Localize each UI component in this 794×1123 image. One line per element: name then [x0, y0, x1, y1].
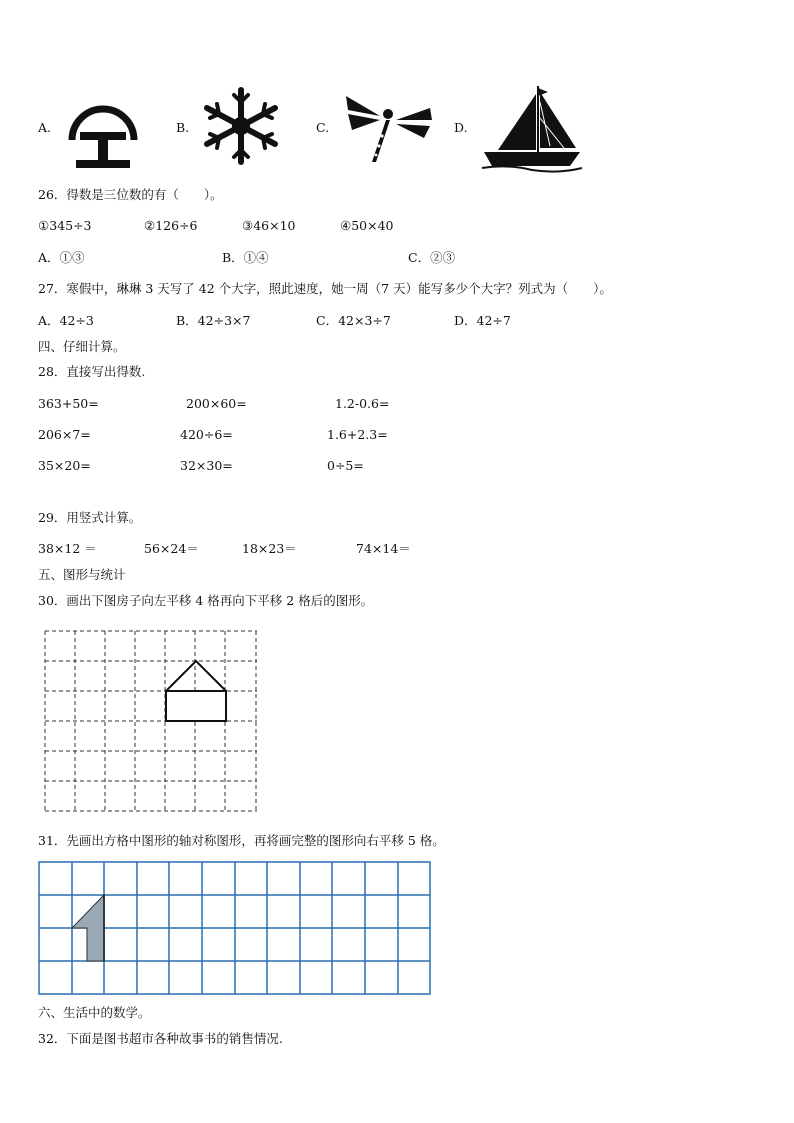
q28-r3c2: 32×30=: [180, 458, 233, 473]
q27-choice-c: C．42×3÷7: [316, 313, 391, 328]
q27-choice-a: A．42÷3: [38, 313, 94, 328]
q31-square-grid: [38, 861, 432, 997]
q28-r3c3: 0÷5=: [327, 458, 364, 473]
q26-stem: 26．得数是三位数的有（ ）。: [38, 187, 223, 202]
q27-choice-b: B．42÷3×7: [176, 313, 251, 328]
q26-choice-b: B．①④: [222, 250, 269, 265]
option-d-label: D.: [454, 120, 468, 135]
q26-item-4: ④50×40: [340, 218, 394, 233]
option-a-label: A.: [38, 120, 52, 135]
q26-item-3: ③46×10: [242, 218, 296, 233]
q28-r3c1: 35×20=: [38, 458, 91, 473]
snowflake-icon: [198, 86, 284, 166]
q30-dashed-grid: [44, 630, 260, 814]
q31-stem: 31．先画出方格中图形的轴对称图形，再将画完整的图形向右平移 5 格。: [38, 833, 445, 848]
q26-item-1: ①345÷3: [38, 218, 92, 233]
q26-choice-c: C．②③: [408, 250, 456, 265]
sailboat-icon: [478, 82, 586, 174]
q29-item-2: 56×24＝: [144, 541, 199, 556]
section-5-heading: 五、图形与统计: [38, 567, 126, 582]
q29-item-3: 18×23＝: [242, 541, 297, 556]
q29-item-4: 74×14＝: [356, 541, 411, 556]
q26-choice-a: A．①③: [38, 250, 85, 265]
q32-stem: 32．下面是图书超市各种故事书的销售情况.: [38, 1031, 283, 1046]
q28-r2c1: 206×7=: [38, 427, 91, 442]
section-6-heading: 六、生活中的数学。: [38, 1005, 151, 1020]
q28-r1c3: 1.2-0.6=: [335, 396, 390, 411]
option-c-label: C.: [316, 120, 330, 135]
q28-r2c2: 420÷6=: [180, 427, 233, 442]
q27-stem: 27．寒假中，琳琳 3 天写了 42 个大字，照此速度，她一周（7 天）能写多少个大字？列式为（ ）。: [38, 281, 612, 296]
half-shape: [72, 895, 104, 961]
subway-logo-icon: [64, 88, 142, 172]
q28-r2c3: 1.6+2.3=: [327, 427, 388, 442]
dragonfly-icon: [340, 90, 436, 166]
q28-r1c2: 200×60=: [186, 396, 247, 411]
q26-item-2: ②126÷6: [144, 218, 198, 233]
q27-choice-d: D．42÷7: [454, 313, 511, 328]
q28-r1c1: 363+50=: [38, 396, 99, 411]
q30-stem: 30．画出下图房子向左平移 4 格再向下平移 2 格后的图形。: [38, 593, 374, 608]
q29-stem: 29．用竖式计算。: [38, 510, 142, 525]
house-shape: [166, 661, 226, 721]
section-4-heading: 四、仔细计算。: [38, 339, 126, 354]
q28-stem: 28．直接写出得数.: [38, 364, 146, 379]
option-b-label: B.: [176, 120, 190, 135]
q29-item-1: 38×12 ＝: [38, 541, 97, 556]
